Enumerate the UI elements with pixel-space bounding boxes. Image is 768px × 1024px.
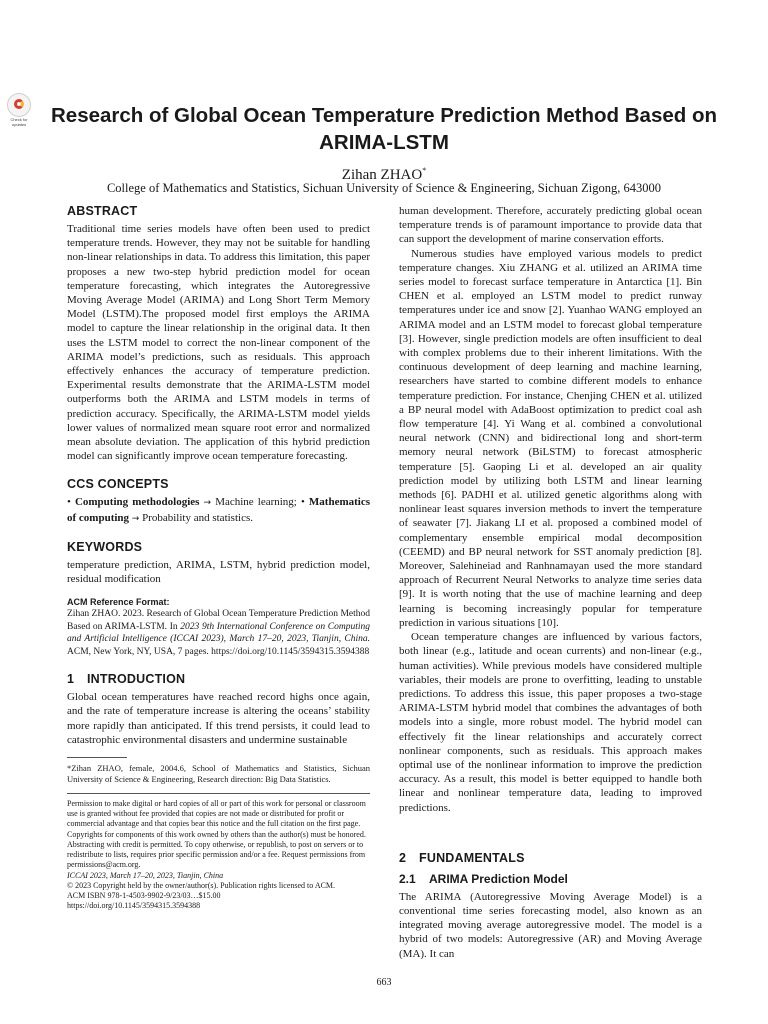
- ccs-bullet: •: [300, 496, 305, 509]
- subsection-number: 2.1: [399, 871, 416, 886]
- reference-format-text: [67, 608, 370, 658]
- ccs-item2-bold: Mathematics of computing: [67, 496, 370, 524]
- footnote-rule: [67, 757, 127, 758]
- section-title: FUNDAMENTALS: [419, 850, 525, 865]
- section-number: 1: [67, 672, 75, 687]
- reference-part1: Zihan ZHAO. 2023. Research of Global Ocean Temperature Prediction Method Based on ARIMA-LSTM. In: [67, 609, 370, 632]
- reference-format-heading: ACM Reference Format:: [67, 597, 170, 608]
- ccs-heading: CCS CONCEPTS: [67, 477, 169, 492]
- ccs-item1-bold: Computing methodologies: [74, 496, 200, 509]
- fundamentals-paragraph-1: The ARIMA (Autoregressive Moving Average Model) is a conventional time series forecasting model, also known as an integrated moving average autoregressive model. The model is a hybrid of two models: Autoregressive (AR) and Moving Average (MA). It can: [399, 890, 702, 960]
- ccs-item1-rest: Machine learning;: [215, 496, 297, 509]
- ccs-text: [67, 495, 370, 525]
- right-column: [399, 204, 702, 961]
- keywords-text: temperature prediction, ARIMA, LSTM, hybrid prediction model, residual modification: [67, 558, 370, 586]
- author-name: Zihan ZHAO: [341, 167, 423, 183]
- author-footnote: *Zihan ZHAO, female, 2004.6, School of Mathematics and Statistics, Sichuan University of Science & Engineering, Research direction: Big Data Statistics.: [67, 763, 370, 785]
- permission-rule: [67, 793, 370, 794]
- section-number: 2: [399, 850, 407, 865]
- permission-block: [67, 799, 370, 911]
- paper-title: Research of Global Ocean Temperature Prediction Method Based on ARIMA-LSTM: [50, 104, 718, 154]
- introduction-paragraph-1: Global ocean temperatures have reached record highs once again, and the rate of temperature increase is altering the oceans’ stability more rapidly than anticipated. If this trend persists, it could lead to catastrophic environmental disasters and undermine sustainable: [67, 691, 370, 746]
- permission-copyright: © 2023 Copyright held by the owner/author(s). Publication rights licensed to ACM.: [67, 880, 336, 890]
- permission-isbn: ACM ISBN 978-1-4503-9902-9/23/03…$15.00: [67, 890, 221, 900]
- update-check-icon: [7, 93, 31, 117]
- introduction-heading: [67, 672, 370, 687]
- left-column: [67, 204, 370, 911]
- reference-venue: 2023 9th International Conference on Computing and Artificial Intelligence (ICCAI 2023), March 17–20, 2023, Tianjin, China.: [67, 621, 370, 645]
- subsection-title: ARIMA Prediction Model: [429, 871, 568, 886]
- introduction-paragraph-1-continued: human development. Therefore, accurately predicting global ocean temperature trends is of paramount importance to provide data that can support the development of marine conservation efforts.: [399, 205, 702, 246]
- reference-part2: ACM, New York, NY, USA, 7 pages. https://doi.org/10.1145/3594315.3594388: [67, 646, 370, 657]
- ccs-arrow-1: →: [203, 498, 212, 509]
- permission-conference: ICCAI 2023, March 17–20, 2023, Tianjin, China: [67, 870, 224, 880]
- fundamentals-heading: [399, 851, 702, 866]
- author-mark: *: [422, 166, 427, 175]
- permission-doi-link[interactable]: https://doi.org/10.1145/3594315.3594388: [67, 901, 201, 911]
- page-number: 663: [376, 977, 392, 988]
- keywords-heading: KEYWORDS: [67, 539, 143, 554]
- section-title: INTRODUCTION: [87, 672, 186, 687]
- ccs-arrow-2: →: [131, 513, 140, 524]
- ccs-bullet: •: [67, 496, 71, 509]
- abstract-text: Traditional time series models have often been used to predict temperature trends. However, they may not be suitable for handling non-linear relationships in data. To address this limitation, this paper proposes a new two-step hybrid prediction model for ocean temperature forecasting, which integrates the Autoregressive Moving Average Model (ARIMA) and Long Short Term Memory Model (LSTM).The proposed model first employs the ARIMA model to capture the linear relationship in the original data. It then uses the LSTM model to correct the non-linear component of the ARIMA model’s predictions, such as residuals. This approach effectively enhances the accuracy of temperature prediction. Experimental results demonstrate that the ARIMA-LSTM model outperforms both the ARIMA and LSTM models in terms of prediction accuracy. Specifically, the ARIMA-LSTM model yields lower values of normalized mean square root error and normalized mean absolute deviation. The application of this hybrid prediction model can significantly improve ocean temperature forecasting.: [67, 223, 370, 463]
- check-for-updates-badge[interactable]: [4, 93, 34, 127]
- permission-text: Permission to make digital or hard copies of all or part of this work for personal or classroom use is granted without fee provided that copies are not made or distributed for profit or commercial advantage and that copies bear this notice and the full citation on the first page. Copyrights for components of this work owned by others than the author(s) must be honored. Abstracting with credit is permitted. To copy otherwise, or republish, to post on servers or to redistribute to lists, requires prior specific permission and/or a fee. Request permissions from permissions@acm.org.: [67, 799, 366, 870]
- introduction-paragraph-2: Numerous studies have employed various models to predict temperature changes. Xiu ZHANG et al. utilized an ARIMA time series model to forecast surface temperature in Antarctica [1]. Bin CHEN et al. employed an LSTM model to predict runway temperatures under ice and snow [2]. Yuanhao WANG employed an ARIMA model and an LSTM model to forecast global temperature [3]. However, single prediction models are often insufficient to deal with complex problems due to their inherent limitations. With the continuous development of deep learning and machine learning, researchers have started to combine different models to enhance temperature prediction. For instance, Chenjing CHEN et al. utilized a BP neural model with AdaBoost optimization to predict coal ash flow temperature [4]. Yi Wang et al. combined a convolutional neural network (CNN) and bidirectional long and short-term memory neural network (BiLSTM) to forecast atmospheric temperature [5]. Gaoping Li et al. developed an air quality prediction model by utilizing both LSTM and linear learning methods [6]. PADHI et al. utilized genetic algorithms along with nonlinear least squares inversion methods to invert the temperature of seawater [7]. Jiakang LI et al. proposed a combined model of complementary ensemble empirical modal decomposition (CEEMD) and BP neural network for SST anomaly prediction [8]. Moreover, Salehineiad and Ranhnamayan used the more standard approach of Recurrent Neural Networks to analyze time series data [9]. It is worth noting that the use of machine learning and deep learning is becoming increasingly popular for temperature prediction in various situations [10].: [399, 247, 702, 629]
- abstract-heading: ABSTRACT: [67, 204, 138, 218]
- ccs-item2-rest: Probability and statistics.: [142, 511, 253, 524]
- affiliation: College of Mathematics and Statistics, Sichuan University of Science & Engineering, Sichuan Zigong, 643000: [106, 181, 662, 195]
- badge-label: Check for updates: [10, 117, 28, 127]
- arima-subheading: [399, 872, 702, 887]
- introduction-paragraph-3: Ocean temperature changes are influenced by various factors, both linear (e.g., latitude and ocean currents) and non-linear (e.g., human activities). While previous models have considered multiple variables, their models are prone to overfitting, leading to unstable predictions. To address this issue, this paper proposes a two-stage ARIMA-LSTM hybrid model that combines the advantages of both models into a single, more robust model. The hybrid model can effectively fit the linear relationships and accurately correct nonlinear components, such as residuals. This approach makes optimal use of the nonlinear information to improve the prediction accuracy. As a result, this model is better equipped to handle both linear and nonlinear temperature data, leading to improved predictions.: [399, 631, 702, 814]
